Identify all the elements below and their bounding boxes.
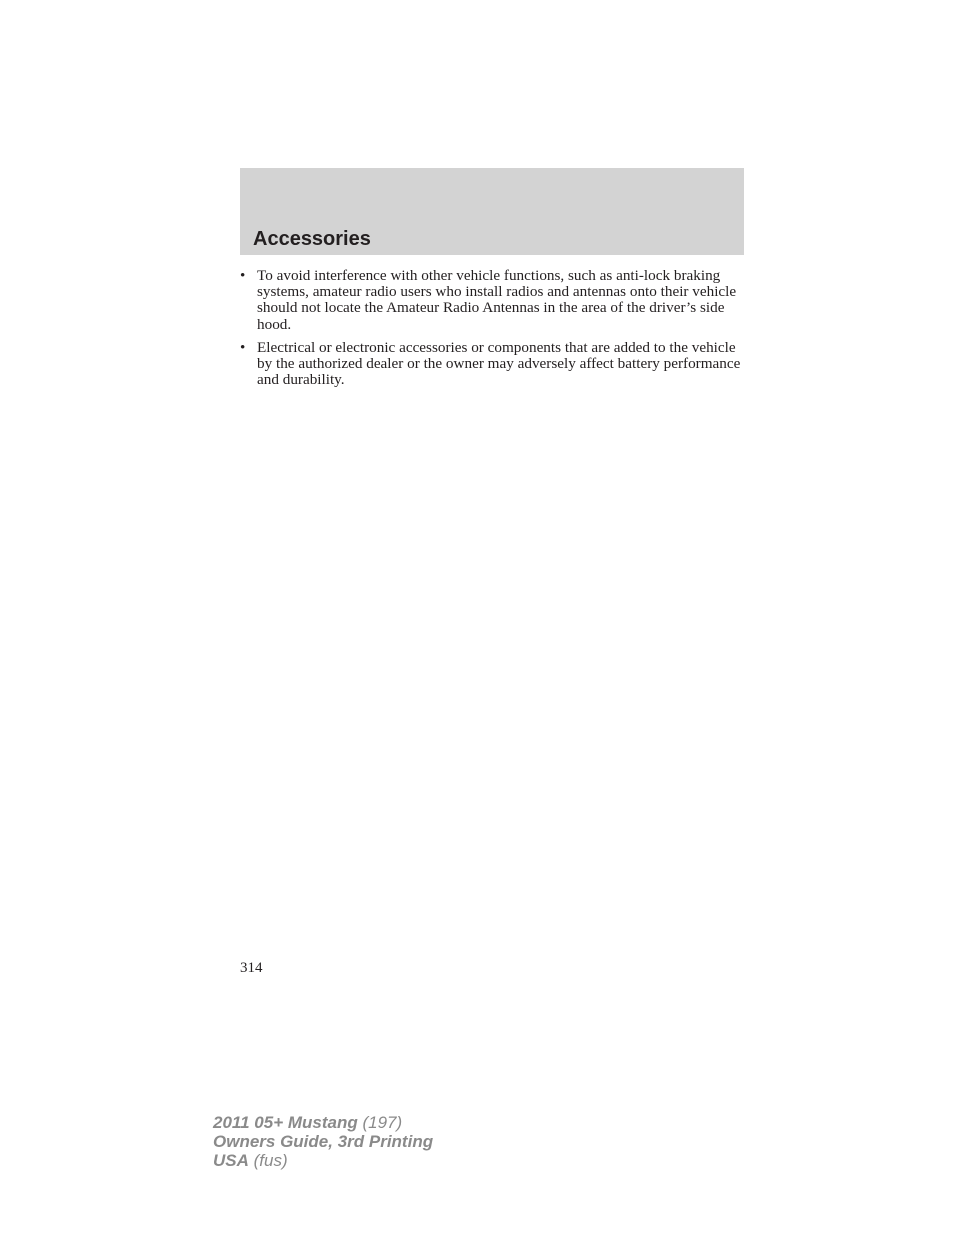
footer-line-model xyxy=(213,1113,433,1132)
footer-market-name: USA xyxy=(213,1151,249,1170)
bullet-icon: • xyxy=(240,338,246,356)
list-item-text: To avoid interference with other vehicle functions, such as anti-lock braking systems, amateur radio users who install radios and antennas onto their vehicle should not locate the Amateur Radio Antennas in the area of the driver’s side hood. xyxy=(257,267,737,333)
list-item xyxy=(240,340,746,389)
page-number: 314 xyxy=(240,960,263,976)
list-item xyxy=(240,268,746,333)
footer-market-code: (fus) xyxy=(253,1151,288,1170)
footer-line-market xyxy=(213,1151,433,1170)
footer-model-name: 2011 05+ Mustang xyxy=(213,1113,358,1132)
bullet-icon: • xyxy=(240,267,246,284)
footer-model-code: (197) xyxy=(362,1113,403,1132)
footer-guide-name: Owners Guide, 3rd Printing xyxy=(213,1132,434,1151)
bullet-list xyxy=(240,268,746,395)
section-header-band xyxy=(240,168,744,255)
list-item-text: Electrical or electronic accessories or components that are added to the vehicle by the authorized dealer or the owner may adversely affect battery performance and durability. xyxy=(257,338,741,389)
section-title: Accessories xyxy=(253,228,371,250)
footer-line-guide xyxy=(213,1132,433,1151)
document-footer xyxy=(213,1113,433,1170)
